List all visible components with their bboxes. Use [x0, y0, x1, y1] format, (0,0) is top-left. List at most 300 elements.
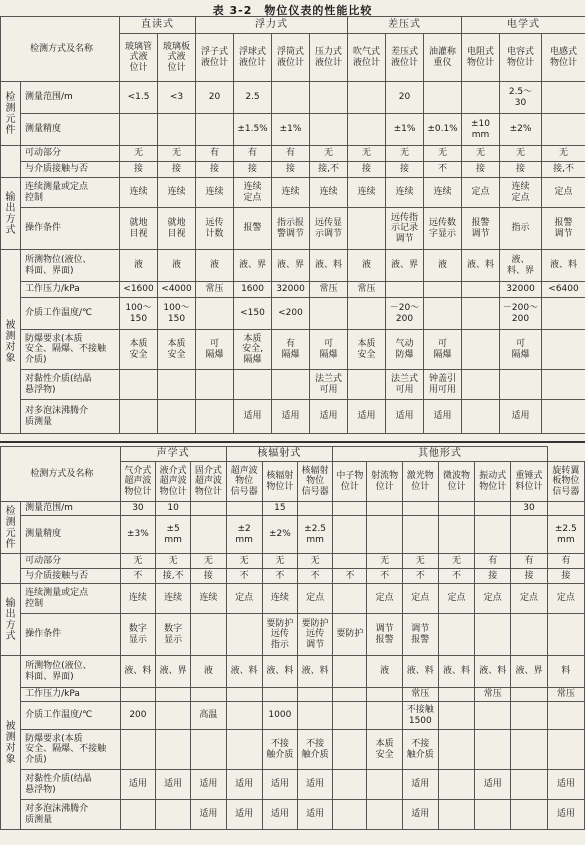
table-cell: 连续 — [191, 584, 226, 614]
table-cell: 就地 目视 — [120, 208, 158, 250]
table-cell — [158, 400, 196, 434]
table-cell: 不 — [438, 569, 474, 584]
table-cell: 本质 安全 — [120, 330, 158, 370]
table-cell: 液、料 — [226, 656, 262, 688]
table-cell: 无 — [367, 554, 402, 569]
table-cell: 连续 — [386, 178, 424, 208]
table-row — [1, 688, 585, 702]
table-cell — [462, 330, 500, 370]
column-header: 激光物 位计 — [402, 462, 438, 502]
table-cell: 适用 — [547, 770, 584, 800]
table-cell — [272, 82, 310, 114]
table-cell: 32000 — [500, 282, 542, 298]
table-row — [1, 569, 585, 584]
table-cell: 料 — [547, 656, 584, 688]
table-cell: 指示 — [500, 208, 542, 250]
table-cell: 连续 — [272, 178, 310, 208]
category-label — [1, 146, 21, 178]
table-cell: 接 — [386, 162, 424, 178]
table-cell: 定点 — [511, 584, 547, 614]
table-cell — [191, 516, 226, 554]
table-cell — [348, 298, 386, 330]
table-cell — [438, 614, 474, 656]
table-cell: 适用 — [191, 770, 226, 800]
table-row — [1, 800, 585, 830]
table-cell: ±1% — [386, 114, 424, 146]
table-cell: 连续 — [156, 584, 191, 614]
table-cell — [310, 82, 348, 114]
table-cell — [511, 770, 547, 800]
table-cell: <4000 — [158, 282, 196, 298]
table-cell: <3 — [158, 82, 196, 114]
column-header: 油灌称 重仪 — [424, 34, 462, 82]
table-cell: 定点 — [297, 584, 332, 614]
table-cell: <1.5 — [120, 82, 158, 114]
comparison-table-2 — [0, 446, 585, 830]
table-cell: 定点 — [367, 584, 402, 614]
column-header: 核辐射 物位 信号器 — [297, 462, 332, 502]
table-cell: 液 — [120, 250, 158, 282]
row-label: 可动部分 — [21, 146, 120, 162]
group-header: 电学式 — [462, 17, 585, 34]
table-cell: 无 — [462, 146, 500, 162]
table-cell — [475, 516, 511, 554]
column-header: 旋转翼 板物位 信号器 — [547, 462, 584, 502]
table-cell: 定点 — [475, 584, 511, 614]
table-cell: 有 — [547, 554, 584, 569]
table-cell — [475, 614, 511, 656]
column-header: 液介式 超声波 物位计 — [156, 462, 191, 502]
table-cell: 适用 — [547, 800, 584, 830]
table-cell: 20 — [386, 82, 424, 114]
table-cell — [156, 688, 191, 702]
table-cell: 不 — [226, 569, 262, 584]
table-row — [1, 162, 585, 178]
table-cell: 无 — [158, 146, 196, 162]
table-cell — [234, 370, 272, 400]
table-cell — [156, 800, 191, 830]
row-label: 与介质接触与否 — [21, 162, 120, 178]
table-cell — [348, 82, 386, 114]
table-cell: 无 — [120, 146, 158, 162]
category-label: 被 测 对 象 — [1, 250, 21, 434]
header-label: 检测方式及名称 — [1, 17, 120, 82]
table-cell: 不 — [262, 569, 297, 584]
row-label: 操作条件 — [21, 208, 120, 250]
row-label: 所测物位(液位、 料面、界面) — [21, 250, 120, 282]
table-cell — [333, 656, 367, 688]
table-cell: 接,不 — [542, 162, 585, 178]
column-header: 核辐射 物位计 — [262, 462, 297, 502]
table-cell — [297, 702, 332, 730]
table-cell: 常压 — [310, 282, 348, 298]
table-cell — [348, 208, 386, 250]
table-cell: 连续 — [348, 178, 386, 208]
table-cell: 2.5～ 30 — [500, 82, 542, 114]
row-label: 介质工作温度/℃ — [21, 702, 121, 730]
table-cell — [424, 298, 462, 330]
group-header: 直读式 — [120, 17, 196, 34]
row-label: 对黏性介质(结晶 悬浮物) — [21, 770, 121, 800]
group-header: 差压式 — [348, 17, 462, 34]
table-cell — [333, 800, 367, 830]
column-header: 浮子式 液位计 — [196, 34, 234, 82]
table-cell: 调节 报警 — [367, 614, 402, 656]
table-cell: 无 — [542, 146, 585, 162]
table-cell — [511, 800, 547, 830]
row-label: 测量范围/m — [21, 82, 120, 114]
row-label: 所测物位(液位、 料面、界面) — [21, 656, 121, 688]
row-label: 连续测量或定点 控制 — [21, 584, 121, 614]
table-cell: 钟盖引 用可用 — [424, 370, 462, 400]
table-cell: 适用 — [226, 800, 262, 830]
table-cell: 有 隔爆 — [272, 330, 310, 370]
table-row — [1, 614, 585, 656]
table-cell — [475, 502, 511, 516]
table-cell: 本质 安全 — [367, 730, 402, 770]
table-cell: 液、料 — [542, 250, 585, 282]
table-cell: 接 — [475, 569, 511, 584]
table-cell: 连续 — [262, 584, 297, 614]
table-cell: ±3% — [120, 516, 155, 554]
table-cell: 液、界 — [234, 250, 272, 282]
table-cell: 连续 — [424, 178, 462, 208]
table-cell: 无 — [226, 554, 262, 569]
table-cell: ±2% — [262, 516, 297, 554]
table-cell: ±0.1% — [424, 114, 462, 146]
table-cell — [438, 770, 474, 800]
table-cell — [402, 502, 438, 516]
table-cell: ±2 mm — [226, 516, 262, 554]
row-label: 工作压力/kPa — [21, 688, 121, 702]
table-cell: 接 — [234, 162, 272, 178]
table-cell: 接 — [500, 162, 542, 178]
table-cell: 远传指 示记录 调节 — [386, 208, 424, 250]
row-label: 连续测量或定点 控制 — [21, 178, 120, 208]
table-cell — [462, 282, 500, 298]
table-cell: <6400 — [542, 282, 585, 298]
table-cell: 报警 调节 — [462, 208, 500, 250]
table-cell: 可 隔爆 — [424, 330, 462, 370]
table-cell: 不 — [120, 569, 155, 584]
table-cell: 无 — [386, 146, 424, 162]
table-cell: 不 — [367, 569, 402, 584]
table-cell: 1600 — [234, 282, 272, 298]
table-cell: 液、料 — [438, 656, 474, 688]
table-cell — [438, 730, 474, 770]
table-cell: 1000 — [262, 702, 297, 730]
table-cell — [297, 502, 332, 516]
table-cell — [438, 800, 474, 830]
table-cell: 适用 — [386, 400, 424, 434]
category-label: 检 测 元 件 — [1, 82, 21, 146]
table-cell: 本质 安全 — [348, 330, 386, 370]
table-cell — [511, 688, 547, 702]
table-cell: 法兰式 可用 — [310, 370, 348, 400]
table-cell: 有 — [196, 146, 234, 162]
table-cell — [475, 730, 511, 770]
table-cell — [511, 516, 547, 554]
table-cell — [226, 702, 262, 730]
table-row — [1, 702, 585, 730]
table-cell: 100～ 150 — [120, 298, 158, 330]
table-cell: 适用 — [297, 800, 332, 830]
table-cell: 液、料 — [402, 656, 438, 688]
category-label — [1, 554, 21, 584]
table-cell — [196, 400, 234, 434]
row-label: 介质工作温度/℃ — [21, 298, 120, 330]
column-header: 浮球式 液位计 — [234, 34, 272, 82]
table-row — [1, 502, 585, 516]
column-header: 压力式 液位计 — [310, 34, 348, 82]
table-cell: 适用 — [234, 400, 272, 434]
table-cell: 可 隔爆 — [500, 330, 542, 370]
table-row — [1, 82, 585, 114]
row-label: 操作条件 — [21, 614, 121, 656]
table-cell: 不接触 1500 — [402, 702, 438, 730]
table-cell: 无 — [262, 554, 297, 569]
table-row — [1, 770, 585, 800]
table-cell: 适用 — [424, 400, 462, 434]
table-cell: 适用 — [402, 800, 438, 830]
row-label: 对多泡沫沸腾介 质测量 — [21, 800, 121, 830]
column-header: 射流物 位计 — [367, 462, 402, 502]
table-row — [1, 178, 585, 208]
table-row — [1, 370, 585, 400]
table-cell: 连续 定点 — [500, 178, 542, 208]
table-row — [1, 656, 585, 688]
table-cell: 适用 — [348, 400, 386, 434]
category-label: 被 测 对 象 — [1, 656, 21, 830]
table-cell — [120, 688, 155, 702]
table-cell: 适用 — [156, 770, 191, 800]
row-label: 测量精度 — [21, 114, 120, 146]
table-cell: 适用 — [310, 400, 348, 434]
table-cell — [333, 770, 367, 800]
table-cell: 接 — [547, 569, 584, 584]
table-cell: 有 — [511, 554, 547, 569]
column-header: 固介式 超声波 物位计 — [191, 462, 226, 502]
table-cell — [120, 370, 158, 400]
table-cell: ±1.5% — [234, 114, 272, 146]
row-label: 测量精度 — [21, 516, 121, 554]
table-cell — [547, 502, 584, 516]
table-cell: 接 — [462, 162, 500, 178]
table-cell — [120, 400, 158, 434]
table-row — [1, 208, 585, 250]
row-label: 对多泡沫沸腾介 质测量 — [21, 400, 120, 434]
table-cell: 指示报 警调节 — [272, 208, 310, 250]
table-cell — [438, 502, 474, 516]
table-cell: 适用 — [297, 770, 332, 800]
table-row — [1, 516, 585, 554]
table-cell: 适用 — [226, 770, 262, 800]
table-cell: 不 — [333, 569, 367, 584]
table-cell: 不接 触介质 — [402, 730, 438, 770]
table-cell: 适用 — [262, 800, 297, 830]
table-cell — [310, 114, 348, 146]
table-cell — [226, 502, 262, 516]
table-cell: 要防护 远传 指示 — [262, 614, 297, 656]
table-cell: 常压 — [348, 282, 386, 298]
table-cell — [191, 502, 226, 516]
table-cell: 定点 — [542, 178, 585, 208]
table-cell: 高温 — [191, 702, 226, 730]
table-cell: 适用 — [402, 770, 438, 800]
table-cell: 连续 — [158, 178, 196, 208]
table-cell: 常压 — [402, 688, 438, 702]
table-cell: 适用 — [272, 400, 310, 434]
table-cell: <1600 — [120, 282, 158, 298]
table-cell — [272, 370, 310, 400]
table-cell: 常压 — [547, 688, 584, 702]
table-cell: 报警 — [234, 208, 272, 250]
table-cell: 30 — [511, 502, 547, 516]
table-cell — [120, 114, 158, 146]
column-header: 玻璃管 式液 位计 — [120, 34, 158, 82]
column-header: 电容式 物位计 — [500, 34, 542, 82]
table-cell — [462, 370, 500, 400]
table-cell: 远传 计数 — [196, 208, 234, 250]
table-cell: 连续 — [196, 178, 234, 208]
table-cell: 接,不 — [156, 569, 191, 584]
table-cell: 调节 报警 — [402, 614, 438, 656]
table-cell: 适用 — [262, 770, 297, 800]
table-cell: 接 — [191, 569, 226, 584]
table-cell: 不接 触介质 — [262, 730, 297, 770]
table-cell: 液 — [348, 250, 386, 282]
table-cell: 定点 — [438, 584, 474, 614]
column-header: 吹气式 液位计 — [348, 34, 386, 82]
table-cell: 连续 — [310, 178, 348, 208]
table-cell: 就地 目视 — [158, 208, 196, 250]
table-cell: 定点 — [547, 584, 584, 614]
comparison-table-1 — [0, 16, 585, 434]
table-cell: 远传数 字显示 — [424, 208, 462, 250]
table-cell: 连续 — [120, 584, 155, 614]
table-cell — [191, 730, 226, 770]
column-header: 超声波 物位 信号器 — [226, 462, 262, 502]
table-cell: 可 隔爆 — [196, 330, 234, 370]
column-header: 中子物 位计 — [333, 462, 367, 502]
table-cell: 无 — [120, 554, 155, 569]
column-header: 气介式 超声波 物位计 — [120, 462, 155, 502]
table-cell — [196, 114, 234, 146]
row-label: 与介质接触与否 — [21, 569, 121, 584]
table-cell: 法兰式 可用 — [386, 370, 424, 400]
table-cell — [348, 370, 386, 400]
table-cell: 有 — [272, 146, 310, 162]
table-cell — [367, 502, 402, 516]
table-cell — [367, 770, 402, 800]
table-cell — [367, 702, 402, 730]
table-cell: 数字 显示 — [156, 614, 191, 656]
table-cell — [547, 614, 584, 656]
table-cell — [156, 730, 191, 770]
row-label: 可动部分 — [21, 554, 121, 569]
table-cell: 液、界 — [386, 250, 424, 282]
table-cell — [158, 114, 196, 146]
table-cell — [500, 370, 542, 400]
table-cell: 常压 — [475, 688, 511, 702]
row-label: 防爆要求(本质 安全、隔爆、不接触 介质) — [21, 330, 120, 370]
table-cell: 有 — [475, 554, 511, 569]
table-cell — [333, 730, 367, 770]
table-cell: 远传显 示调节 — [310, 208, 348, 250]
table-cell: 接 — [120, 162, 158, 178]
table-row — [1, 330, 585, 370]
table-row — [1, 282, 585, 298]
table-cell: ±2.5 mm — [547, 516, 584, 554]
table-cell: －20～ 200 — [386, 298, 424, 330]
table-row — [1, 250, 585, 282]
table-cell — [462, 400, 500, 434]
table-cell — [386, 282, 424, 298]
group-header: 核辐射式 — [226, 447, 333, 462]
table-cell — [511, 730, 547, 770]
table-cell: 液、料 — [262, 656, 297, 688]
table-cell — [333, 584, 367, 614]
table-cell — [333, 688, 367, 702]
table-cell — [333, 554, 367, 569]
table-cell: 液、料 — [120, 656, 155, 688]
table-cell: 本质 安全 — [158, 330, 196, 370]
table-cell — [310, 298, 348, 330]
table-cell: 接 — [196, 162, 234, 178]
table-cell — [120, 730, 155, 770]
table-cell: 液 — [196, 250, 234, 282]
table-cell — [511, 702, 547, 730]
table-cell — [511, 614, 547, 656]
table-cell — [547, 730, 584, 770]
table-cell: 液、界 — [156, 656, 191, 688]
table-cell: 数字 显示 — [120, 614, 155, 656]
table-cell: <200 — [272, 298, 310, 330]
table-cell: 100～ 150 — [158, 298, 196, 330]
table-row — [1, 298, 585, 330]
table-cell: 15 — [262, 502, 297, 516]
table-cell — [475, 702, 511, 730]
column-header: 玻璃板 式液 位计 — [158, 34, 196, 82]
table-cell — [348, 114, 386, 146]
table-cell — [333, 516, 367, 554]
table-cell — [542, 114, 585, 146]
table-cell — [333, 702, 367, 730]
column-header: 振动式 物位计 — [475, 462, 511, 502]
table-cell: 不 — [424, 162, 462, 178]
table-cell: 液、料 — [462, 250, 500, 282]
category-label: 输 出 方 式 — [1, 584, 21, 656]
table-cell: 常压 — [196, 282, 234, 298]
column-header: 电阻式 物位计 — [462, 34, 500, 82]
table-cell: 要防护 远传 调节 — [297, 614, 332, 656]
table-cell: 液 — [367, 656, 402, 688]
table-cell: <150 — [234, 298, 272, 330]
table-cell: 无 — [424, 146, 462, 162]
column-header: 微波物 位计 — [438, 462, 474, 502]
row-label: 对黏性介质(结晶 悬浮物) — [21, 370, 120, 400]
table-cell: 30 — [120, 502, 155, 516]
table-cell: ±1% — [272, 114, 310, 146]
table-cell: ±2% — [500, 114, 542, 146]
table-cell: 10 — [156, 502, 191, 516]
row-label: 工作压力/kPa — [21, 282, 120, 298]
table-cell — [156, 702, 191, 730]
table-cell — [226, 614, 262, 656]
table-cell: －200～ 200 — [500, 298, 542, 330]
table-cell — [367, 800, 402, 830]
table-cell — [462, 298, 500, 330]
